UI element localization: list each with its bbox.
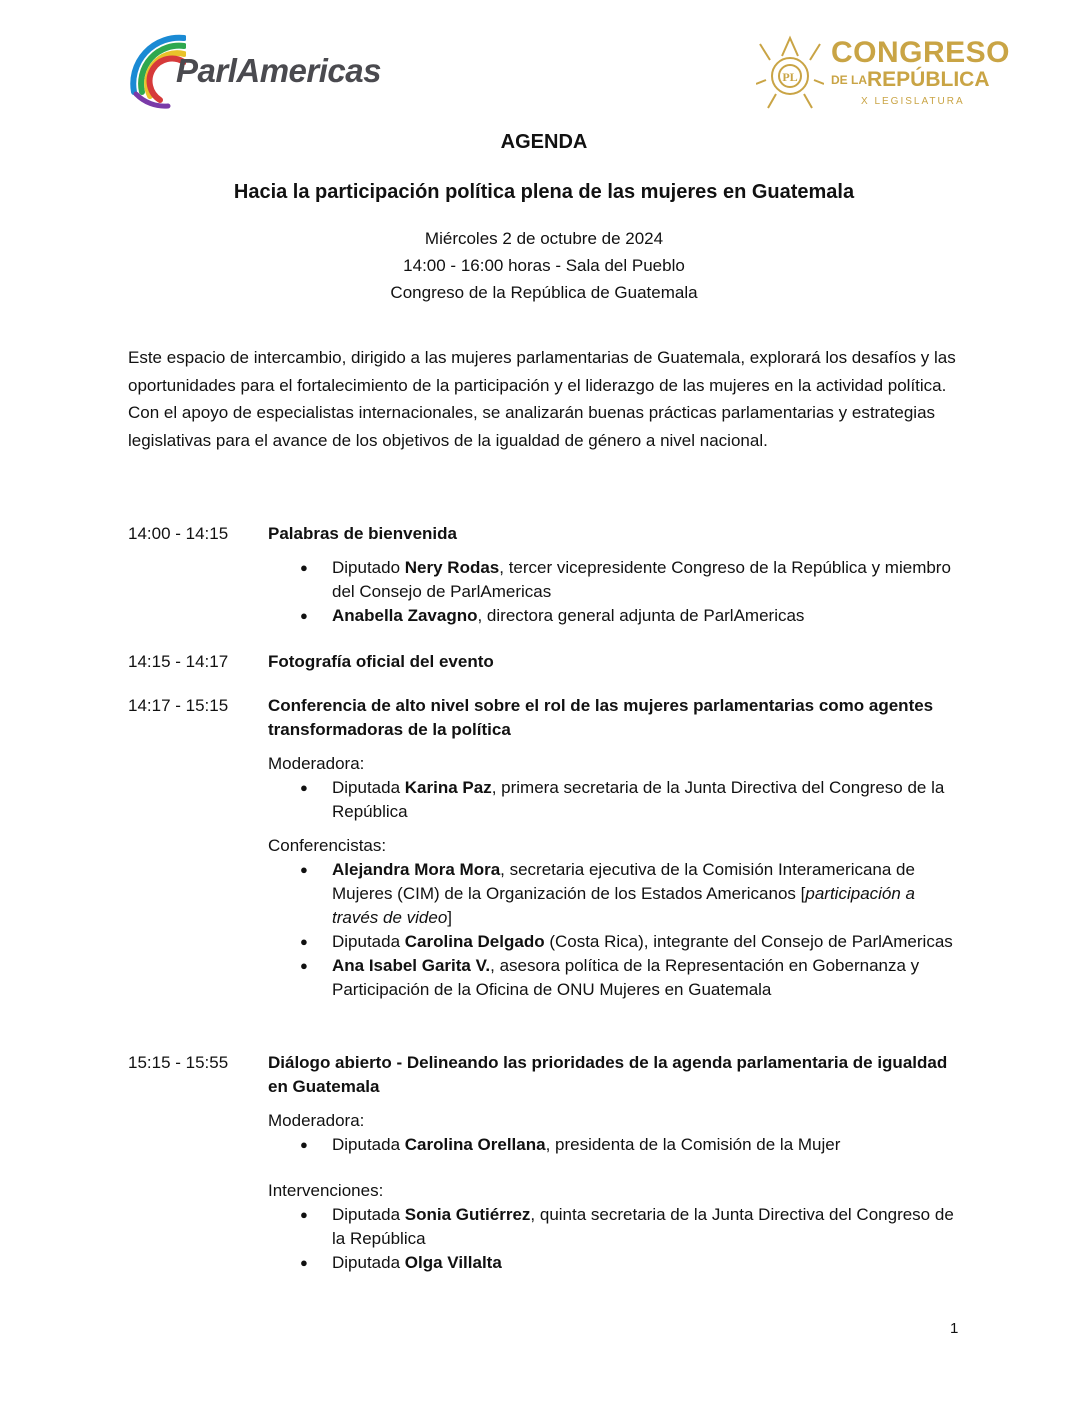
list-item: ● Diputada Carolina Orellana, presidenta de la Comisión de la Mujer	[268, 1133, 958, 1157]
page-title: AGENDA	[500, 131, 588, 153]
page-subtitle: Hacia la participación política plena de las mujeres en Guatemala	[233, 181, 855, 203]
list-item: ● Diputada Karina Paz, primera secretaria de la Junta Directiva del Congreso de la República	[268, 776, 958, 824]
session-time: 14:15 - 14:17	[128, 652, 229, 671]
list-item: ● Anabella Zavagno, directora general adjunta de ParlAmericas	[268, 604, 958, 628]
session-time: 14:00 - 14:15	[128, 524, 229, 543]
page-number: 1	[950, 1320, 959, 1337]
congreso-legislatura: X LEGISLATURA	[861, 96, 965, 107]
session-title: Diálogo abierto - Delineando las prioridades de la agenda parlamentaria de igualdad en Guatemala	[268, 1053, 948, 1096]
congreso-seal-icon	[756, 30, 824, 116]
event-time-place: 14:00 - 16:00 horas - Sala del Pueblo	[403, 256, 685, 275]
parlamericas-wordmark: ParlAmericas	[176, 52, 381, 89]
congreso-wordmark: CONGRESO	[831, 36, 1011, 69]
speakers-label: Intervenciones:	[268, 1181, 384, 1200]
intro-paragraph: Este espacio de intercambio, dirigido a las mujeres parlamentarias de Guatemala, explorará los desafíos y las oportunidades para el fortalecimiento de la participación y el liderazgo de las mujeres en la actividad política. Con el apoyo de especialistas internacionales, se analizarán buenas prácticas parlamentarias y estrategias legislativas para el avance de los objetivos de la igualdad de género a nivel nacional.	[128, 348, 956, 450]
moderator-label: Moderadora:	[268, 1111, 365, 1130]
list-item: ● Diputada Sonia Gutiérrez, quinta secretaria de la Junta Directiva del Congreso de la República	[268, 1203, 958, 1251]
session-time: 15:15 - 15:55	[128, 1053, 229, 1072]
moderator-list	[268, 1133, 958, 1157]
event-info	[0, 225, 1088, 306]
congreso-logo	[756, 30, 1011, 116]
svg-text:PL: PL	[782, 70, 798, 84]
list-item: ● Diputada Carolina Delgado (Costa Rica), integrante del Consejo de ParlAmericas	[268, 930, 958, 954]
list-item: ● Alejandra Mora Mora, secretaria ejecutiva de la Comisión Interamericana de Mujeres (CIM) de la Organización de los Estados Americanos [participación a través de video]	[268, 858, 958, 930]
session-time: 14:17 - 15:15	[128, 696, 229, 715]
congreso-wordmark-line2: DE LAREPÚBLICA	[831, 68, 990, 91]
speakers-label: Conferencistas:	[268, 836, 387, 855]
speakers-list	[268, 1203, 958, 1275]
session-participants	[268, 556, 958, 628]
list-item: ● Diputada Olga Villalta	[268, 1251, 958, 1275]
moderator-list	[268, 776, 958, 824]
list-item: ● Ana Isabel Garita V., asesora política de la Representación en Gobernanza y Participación de la Oficina de ONU Mujeres en Guatemala	[268, 954, 958, 1002]
list-item: ● Diputado Nery Rodas, tercer vicepresidente Congreso de la República y miembro del Consejo de ParlAmericas	[268, 556, 958, 604]
event-venue: Congreso de la República de Guatemala	[390, 283, 698, 302]
session-title: Palabras de bienvenida	[268, 524, 457, 543]
session-title: Fotografía oficial del evento	[268, 652, 494, 671]
parlamericas-logo	[126, 30, 416, 110]
speakers-list	[268, 858, 958, 1002]
moderator-label: Moderadora:	[268, 754, 365, 773]
event-date: Miércoles 2 de octubre de 2024	[424, 229, 664, 248]
session-title: Conferencia de alto nivel sobre el rol de las mujeres parlamentarias como agentes transformadoras de la política	[268, 696, 934, 739]
